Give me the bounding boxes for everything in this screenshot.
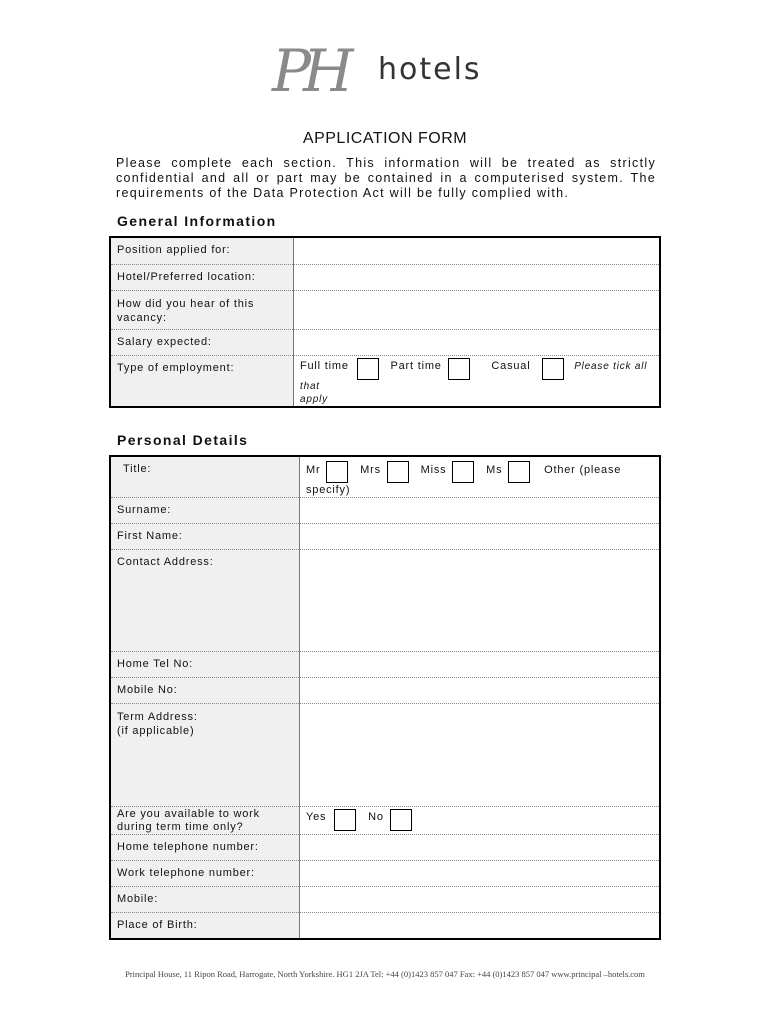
position-field[interactable] xyxy=(294,237,661,264)
miss-checkbox[interactable] xyxy=(452,461,474,483)
yes-checkbox[interactable] xyxy=(334,809,356,831)
term-address-label: Term Address: xyxy=(117,711,198,723)
table-row xyxy=(110,290,660,329)
home-telephone-label: Home telephone number: xyxy=(110,835,300,861)
table-row xyxy=(110,524,660,550)
casual-label: Casual xyxy=(491,359,531,372)
table-row xyxy=(110,456,660,498)
part-time-label: Part time xyxy=(390,359,442,372)
term-address-label-cell xyxy=(110,704,300,807)
other-label-continued: specify) xyxy=(306,484,351,496)
title-label: Title: xyxy=(110,456,300,498)
vacancy-source-label: How did you hear of this vacancy: xyxy=(110,290,294,329)
salary-field[interactable] xyxy=(294,329,661,355)
casual-checkbox[interactable] xyxy=(542,358,564,380)
mrs-checkbox[interactable] xyxy=(387,461,409,483)
table-row xyxy=(110,807,660,835)
full-time-checkbox[interactable] xyxy=(357,358,379,380)
vacancy-source-field[interactable] xyxy=(294,290,661,329)
table-row xyxy=(110,264,660,290)
employment-type-label: Type of employment: xyxy=(110,355,294,407)
tick-note: Please tick all that xyxy=(300,360,648,392)
mobile-field[interactable] xyxy=(300,887,661,913)
table-row xyxy=(110,652,660,678)
ms-checkbox[interactable] xyxy=(508,461,530,483)
table-row xyxy=(110,550,660,652)
table-row xyxy=(110,861,660,887)
table-row xyxy=(110,835,660,861)
intro-paragraph: Please complete each section. This information will be treated as strictly confidential and all or part may be contained in a computerised system. The requirements of the Data Protection Act will be fully complied with. xyxy=(116,156,656,200)
mrs-label: Mrs xyxy=(360,464,381,476)
miss-label: Miss xyxy=(420,464,447,476)
mobile-no-field[interactable] xyxy=(300,678,661,704)
form-title: APPLICATION FORM xyxy=(302,130,468,147)
no-checkbox[interactable] xyxy=(390,809,412,831)
table-row xyxy=(110,678,660,704)
table-row xyxy=(110,704,660,807)
part-time-checkbox[interactable] xyxy=(448,358,470,380)
general-information-table xyxy=(109,236,661,408)
mr-label: Mr xyxy=(306,464,321,476)
term-time-options xyxy=(300,807,661,835)
other-label: Other (please xyxy=(544,464,622,476)
hotel-location-label: Hotel/Preferred location: xyxy=(110,264,294,290)
contact-address-label: Contact Address: xyxy=(110,550,300,652)
mobile-label: Mobile: xyxy=(110,887,300,913)
personal-details-table xyxy=(109,455,661,940)
first-name-label: First Name: xyxy=(110,524,300,550)
ph-hotels-logo xyxy=(272,36,512,108)
surname-label: Surname: xyxy=(110,498,300,524)
footer-address: Principal House, 11 Ripon Road, Harrogate, North Yorkshire. HG1 2JA Tel: +44 (0)1423 857 047 Fax: +44 (0)1423 857 047 www.principal –hotels.com xyxy=(125,969,645,979)
table-row xyxy=(110,355,660,407)
home-tel-field[interactable] xyxy=(300,652,661,678)
ms-label: Ms xyxy=(486,464,503,476)
surname-field[interactable] xyxy=(300,498,661,524)
home-tel-label: Home Tel No: xyxy=(110,652,300,678)
home-telephone-field[interactable] xyxy=(300,835,661,861)
work-telephone-label: Work telephone number: xyxy=(110,861,300,887)
contact-address-field[interactable] xyxy=(300,550,661,652)
hotel-location-field[interactable] xyxy=(294,264,661,290)
table-row xyxy=(110,329,660,355)
term-time-label: Are you available to work during term time only? xyxy=(110,807,300,835)
logo-monogram: PH xyxy=(272,37,346,105)
mobile-no-label: Mobile No: xyxy=(110,678,300,704)
table-row xyxy=(110,887,660,913)
employment-type-options xyxy=(294,355,661,407)
tick-note-continued: apply xyxy=(300,393,328,405)
logo-wordmark: hotels xyxy=(378,52,482,87)
position-label: Position applied for: xyxy=(110,237,294,264)
table-row xyxy=(110,237,660,264)
place-of-birth-field[interactable] xyxy=(300,913,661,939)
mr-checkbox[interactable] xyxy=(326,461,348,483)
place-of-birth-label: Place of Birth: xyxy=(110,913,300,939)
salary-label: Salary expected: xyxy=(110,329,294,355)
general-information-heading: General Information xyxy=(117,213,277,229)
yes-label: Yes xyxy=(306,811,327,823)
term-address-field[interactable] xyxy=(300,704,661,807)
work-telephone-field[interactable] xyxy=(300,861,661,887)
full-time-label: Full time xyxy=(300,359,349,372)
term-address-sublabel: (if applicable) xyxy=(117,725,195,737)
title-options xyxy=(300,456,661,498)
first-name-field[interactable] xyxy=(300,524,661,550)
personal-details-heading: Personal Details xyxy=(117,432,249,448)
table-row xyxy=(110,913,660,939)
table-row xyxy=(110,498,660,524)
no-label: No xyxy=(368,811,384,823)
